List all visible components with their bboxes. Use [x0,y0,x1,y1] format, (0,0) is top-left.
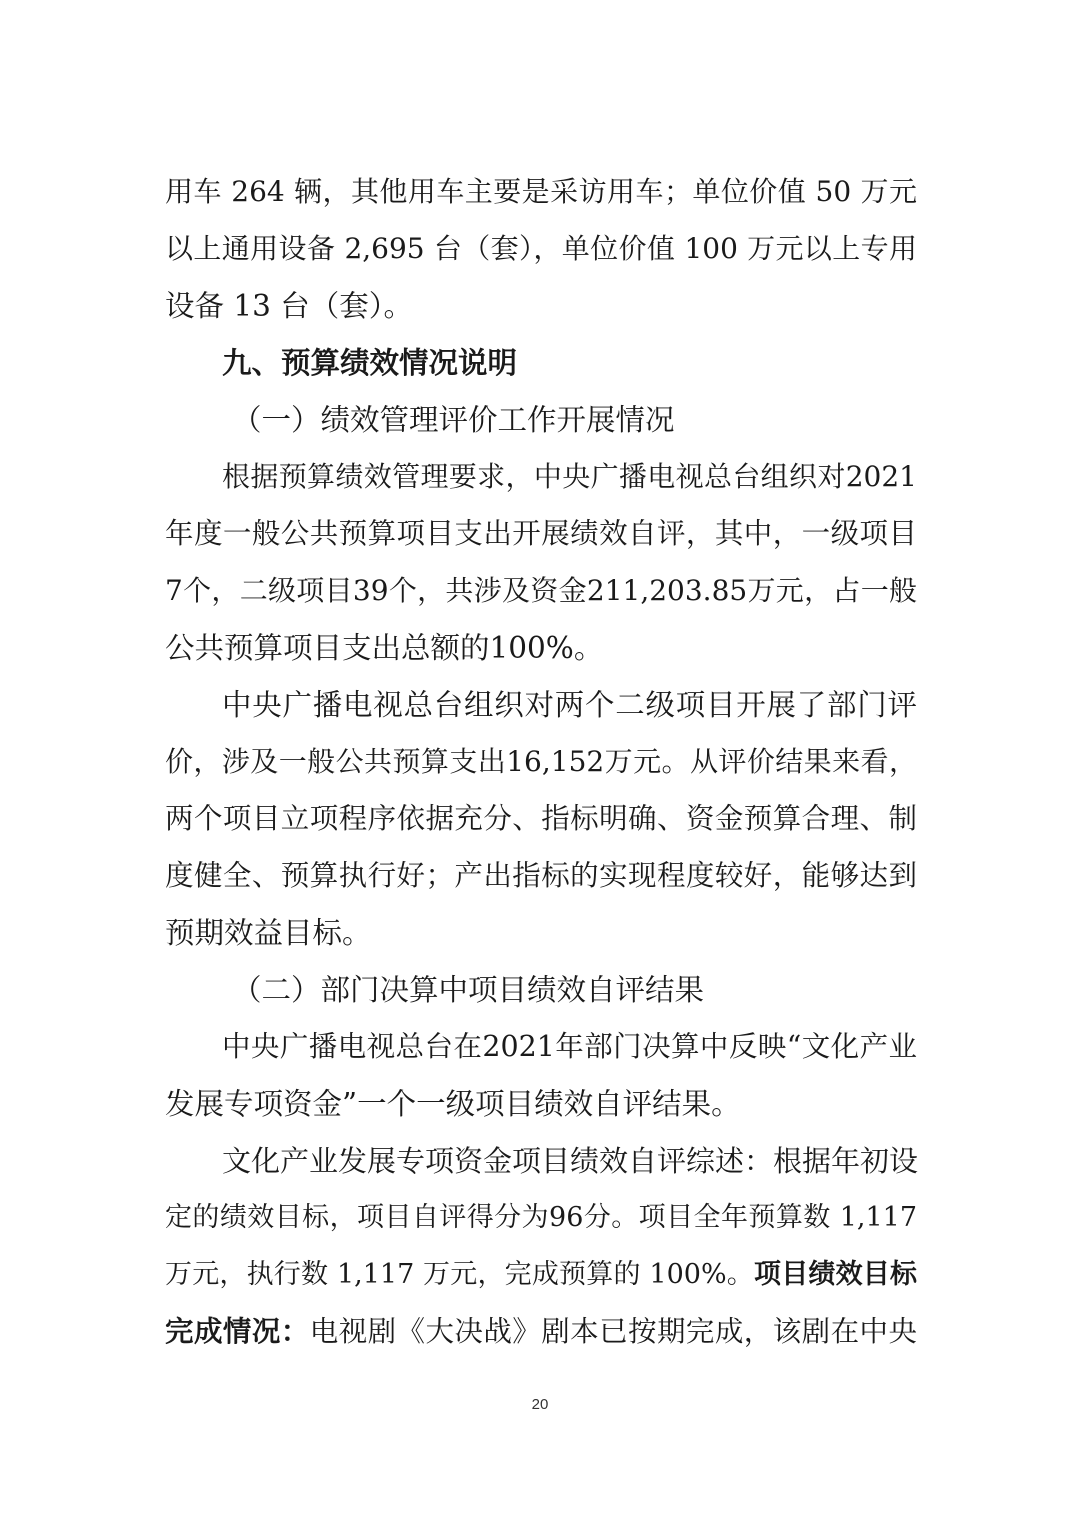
paragraph-line: 用车 264 辆，其他用车主要是采访用车；单位价值 50 万元 [165,175,917,208]
page-number: 20 [531,1396,549,1413]
bold-inline-label: 项目绩效目标 [754,1259,918,1290]
paragraph-line: 设备 13 台（套）。 [165,289,414,323]
section-heading: 九、预算绩效情况说明 [222,346,518,380]
paragraph-line: 发展专项资金”一个一级项目绩效自评结果。 [165,1087,741,1121]
paragraph-line-mixed [165,1310,917,1354]
paragraph-line: 中央广播电视总台在2021年部门决算中反映“文化产业 [222,1030,917,1063]
paragraph-line: 文化产业发展专项资金项目绩效自评综述：根据年初设 [222,1144,919,1178]
paragraph-line: 度健全、预算执行好；产出指标的实现程度较好，能够达到 [165,859,917,892]
paragraph-line: 预期效益目标。 [165,916,372,950]
paragraph-line: 年度一般公共预算项目支出开展绩效自评，其中，一级项目 [165,517,917,550]
subsection-heading: （二）部门决算中项目绩效自评结果 [232,973,705,1007]
paragraph-text: 万元，执行数 1,117 万元，完成预算的 100%。 [165,1259,755,1290]
paragraph-line: 公共预算项目支出总额的100%。 [165,631,604,665]
subsection-heading: （一）绩效管理评价工作开展情况 [232,403,675,437]
paragraph-line: 价，涉及一般公共预算支出16,152万元。从评价结果来看， [165,745,917,778]
paragraph-line: 中央广播电视总台组织对两个二级项目开展了部门评 [222,688,917,722]
paragraph-line: 定的绩效目标，项目自评得分为96分。项目全年预算数 1,117 [165,1202,917,1233]
paragraph-line: 以上通用设备 2,695 台（套），单位价值 100 万元以上专用 [165,232,917,265]
paragraph-line: 两个项目立项程序依据充分、指标明确、资金预算合理、制 [165,802,917,835]
paragraph-line: 7个，二级项目39个，共涉及资金211,203.85万元，占一般 [165,574,917,607]
paragraph-line-mixed [165,1253,917,1297]
paragraph-text: 电视剧《大决战》剧本已按期完成，该剧在中央 [309,1315,917,1348]
bold-inline-label: 完成情况： [165,1315,310,1348]
paragraph-line: 根据预算绩效管理要求，中央广播电视总台组织对2021 [222,460,917,493]
